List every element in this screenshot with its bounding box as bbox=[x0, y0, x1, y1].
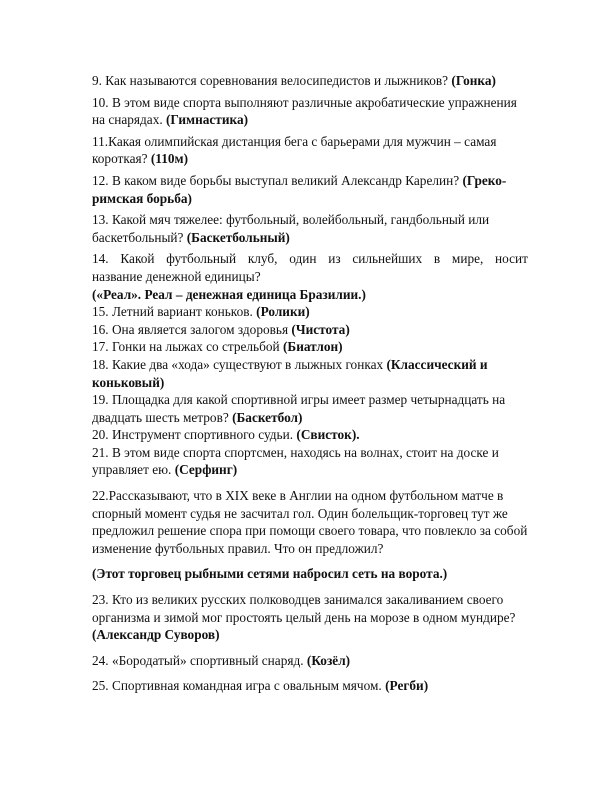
question-text: 10. В этом виде спорта выполняют различные акробатические упражнения на снарядах. bbox=[92, 94, 517, 128]
question-text: 11.Какая олимпийская дистанция бега с барьерами для мужчин – самая короткая? bbox=[92, 133, 497, 167]
question-text: 15. Летний вариант коньков. bbox=[92, 304, 257, 320]
question-25 bbox=[92, 677, 528, 695]
question-24 bbox=[92, 652, 528, 670]
question-text: 20. Инструмент спортивного судьи. bbox=[92, 427, 297, 443]
question-text-line-1: 14. Какой футбольный клуб, один из сильнейших в мире, носит bbox=[92, 251, 528, 267]
answer: («Реал». Реал – денежная единица Бразилии.) bbox=[92, 286, 366, 302]
question-14 bbox=[92, 250, 528, 303]
question-text: 13. Какой мяч тяжелее: футбольный, волейбольный, гандбольный или баскетбольный? bbox=[92, 212, 490, 245]
question-11 bbox=[92, 133, 528, 168]
question-text: 9. Как называются соревнования велосипедистов и лыжников? bbox=[92, 73, 452, 88]
question-text: 12. В каком виде борьбы выступал великий Александр Карелин? bbox=[92, 172, 463, 188]
question-21 bbox=[92, 444, 528, 479]
question-text: 22.Рассказывают, что в XIX веке в Англии на одном футбольном матче в спорный момент судья не засчитал гол. Один болельщик-торговец тут же предложил решение спора при помощи своего товара, что повлекло за собой изменение футбольных правил. Что он предложил? bbox=[92, 488, 528, 556]
question-text: 25. Спортивная командная игра с овальным мячом. bbox=[92, 678, 386, 694]
answer-22: (Этот торговец рыбными сетями набросил сеть на ворота.) bbox=[92, 566, 448, 582]
answer: (110м) bbox=[150, 151, 188, 167]
question-22 bbox=[92, 487, 528, 557]
answer: (Ролики) bbox=[256, 304, 310, 320]
answer: (Биатлон) bbox=[282, 339, 343, 355]
question-text: 17. Гонки на лыжах со стрельбой bbox=[92, 339, 283, 355]
question-17 bbox=[92, 338, 528, 356]
question-text: 24. «Бородатый» спортивный снаряд. bbox=[92, 652, 307, 668]
question-text: 21. В этом виде спорта спортсмен, находясь на волнах, стоит на доске и управляет ею. bbox=[92, 444, 499, 478]
answer: (Регби) bbox=[385, 678, 429, 694]
answer: (Александр Суворов) bbox=[92, 627, 220, 643]
question-text: 16. Она является залогом здоровья bbox=[92, 321, 292, 337]
answer: (Серфинг) bbox=[174, 462, 238, 478]
answer: (Чистота) bbox=[291, 321, 350, 337]
answer: (Греко-римская борьба) bbox=[92, 172, 507, 206]
answer: (Классический и коньковый) bbox=[92, 356, 488, 390]
question-12 bbox=[92, 172, 528, 207]
question-text: 18. Какие два «хода» существуют в лыжных гонках bbox=[92, 356, 387, 372]
question-text: 23. Кто из великих русских полководцев занимался закаливанием своего организма и зимой мог простоять целый день на морозе в одном мундире? bbox=[92, 592, 516, 625]
question-20 bbox=[92, 426, 528, 444]
question-19 bbox=[92, 391, 528, 426]
question-15 bbox=[92, 303, 528, 321]
question-text-line-2: название денежной единицы? bbox=[92, 268, 261, 284]
question-13 bbox=[92, 211, 528, 246]
question-9 bbox=[92, 72, 528, 90]
answer: (Баскетбольный) bbox=[186, 229, 290, 245]
question-16 bbox=[92, 321, 528, 339]
document-page bbox=[92, 72, 528, 695]
answer: (Гонка) bbox=[451, 73, 496, 88]
question-text: 19. Площадка для какой спортивной игры имеет размер четырнадцать на двадцать шесть метров? bbox=[92, 392, 506, 425]
answer: (Гимнастика) bbox=[166, 112, 249, 128]
answer: (Козёл) bbox=[306, 652, 351, 668]
question-18 bbox=[92, 356, 528, 391]
question-23 bbox=[92, 591, 528, 644]
question-10 bbox=[92, 94, 528, 129]
answer: (Баскетбол) bbox=[232, 409, 303, 425]
answer: (Свисток). bbox=[296, 427, 360, 443]
